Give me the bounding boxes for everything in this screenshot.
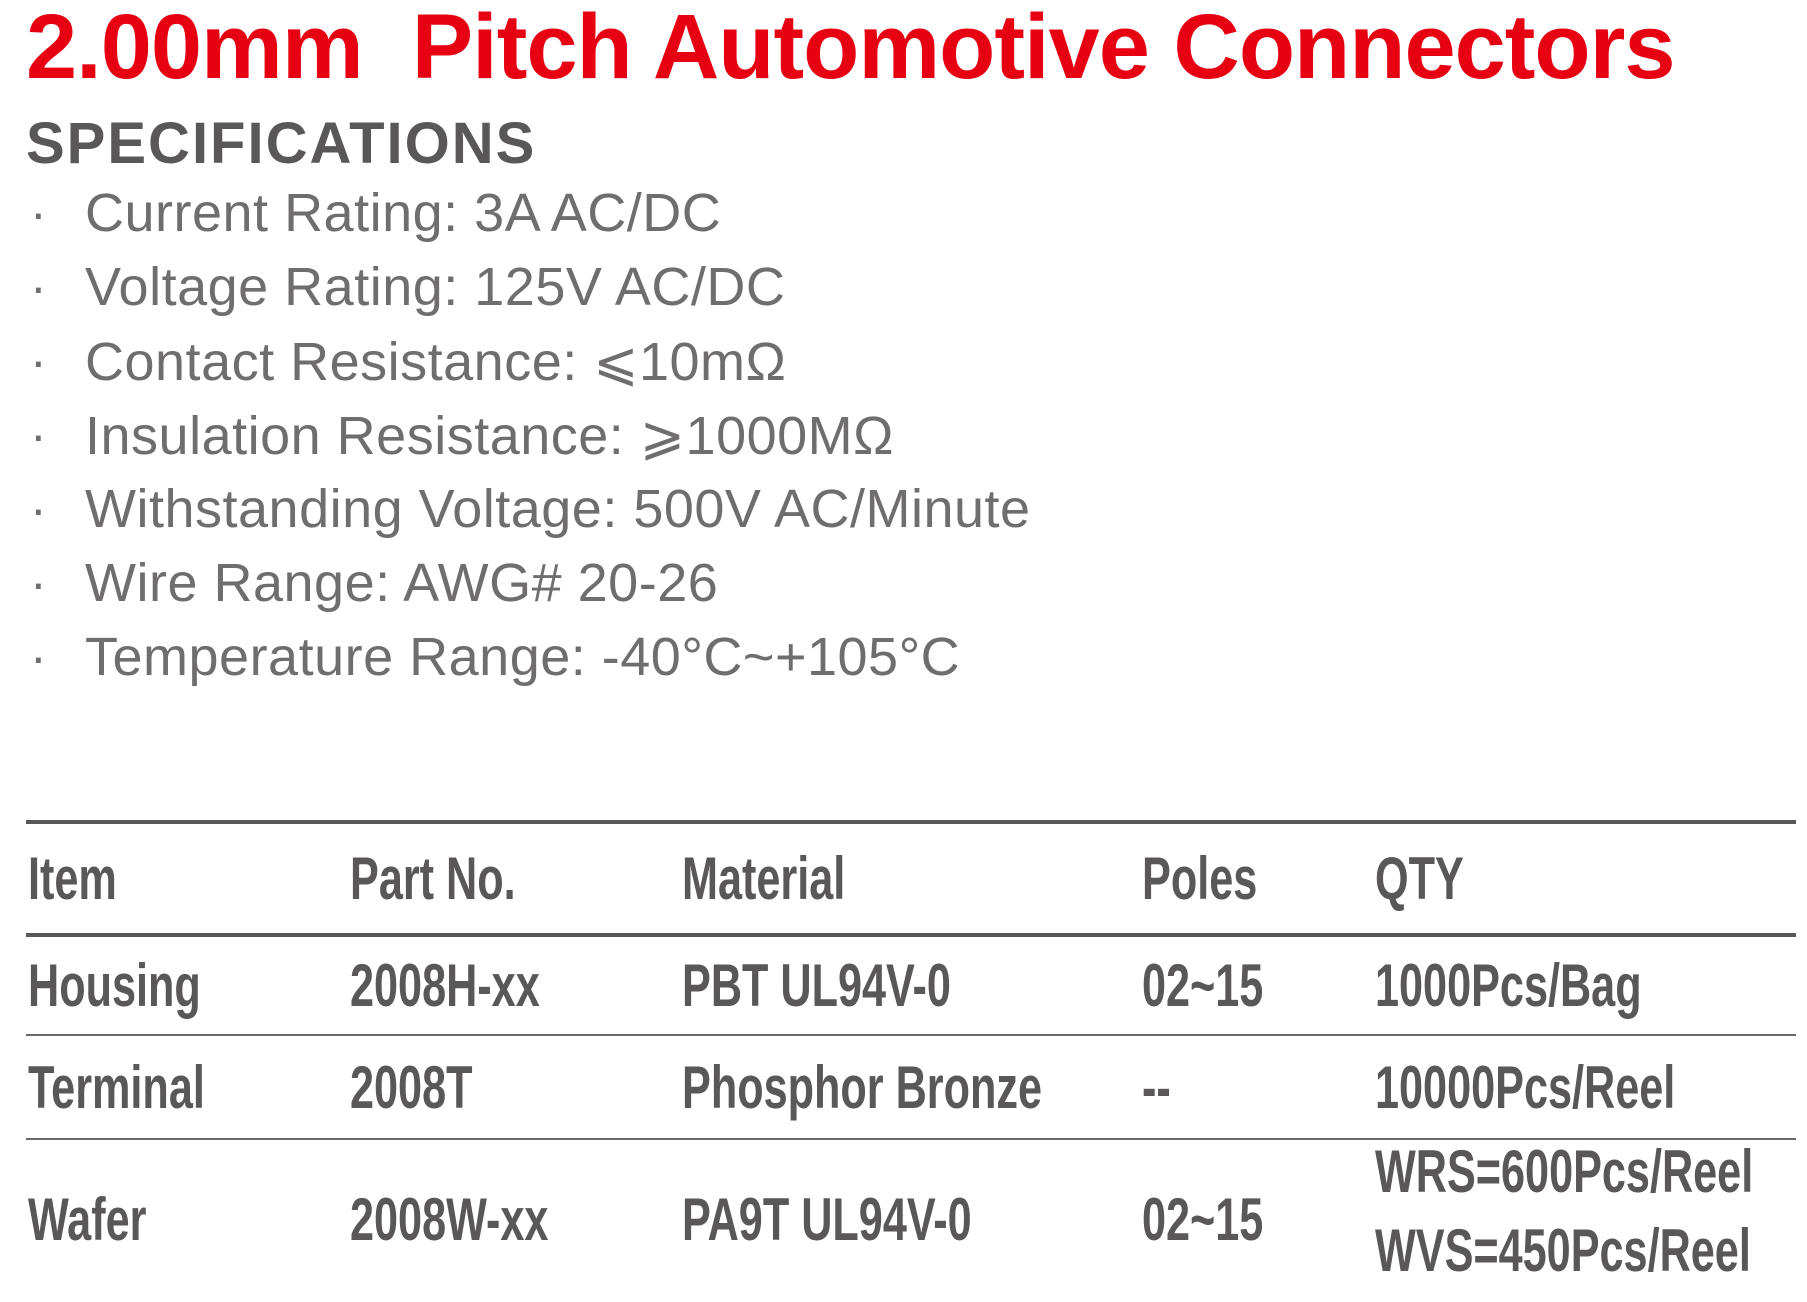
poles-value: -- xyxy=(1142,1053,1171,1121)
cell-material xyxy=(680,1185,1140,1254)
spec-text: Wire Range: AWG# 20-26 xyxy=(85,553,719,613)
spec-text: Insulation Resistance: ⩾1000MΩ xyxy=(85,405,895,466)
poles-value: 02~15 xyxy=(1142,1185,1264,1253)
cell-part-no xyxy=(348,1185,680,1254)
column-header-label: Part No. xyxy=(350,845,516,912)
cell-item xyxy=(26,1185,348,1254)
item-value: Terminal xyxy=(28,1053,205,1121)
table-row-housing xyxy=(26,937,1796,1036)
table-header-row xyxy=(26,824,1796,937)
column-header-label: QTY xyxy=(1375,845,1464,912)
table-row-wafer xyxy=(26,1140,1796,1290)
qty-value: 10000Pcs/Reel xyxy=(1375,1053,1676,1121)
bullet-dot: · xyxy=(30,407,47,463)
cell-part-no xyxy=(348,1053,680,1122)
bullet-dot: · xyxy=(30,185,47,241)
spec-item-insulation-resistance xyxy=(26,398,1426,472)
parts-table xyxy=(26,820,1796,1290)
cell-qty xyxy=(1373,951,1796,1020)
qty-value: WVS=450Pcs/Reel xyxy=(1375,1217,1751,1284)
spec-item-contact-resistance xyxy=(26,324,1426,398)
bullet-dot: · xyxy=(30,629,47,685)
spec-item-current-rating xyxy=(26,176,1426,250)
spec-item-withstanding-voltage xyxy=(26,472,1426,546)
spec-text: Voltage Rating: 125V AC/DC xyxy=(85,257,786,317)
spec-text: Current Rating: 3A AC/DC xyxy=(85,183,722,243)
spec-text: Contact Resistance: ⩽10mΩ xyxy=(85,331,787,392)
spec-item-temperature-range xyxy=(26,620,1426,694)
column-header-label: Item xyxy=(28,845,117,912)
part-no-value: 2008T xyxy=(350,1053,473,1121)
part-no-value: 2008W-xx xyxy=(350,1185,549,1253)
column-header-material xyxy=(680,844,1140,913)
item-value: Wafer xyxy=(28,1185,147,1253)
qty-value: WRS=600Pcs/Reel xyxy=(1375,1138,1754,1205)
column-header-poles xyxy=(1140,844,1373,913)
cell-qty xyxy=(1373,1140,1807,1298)
column-header-qty xyxy=(1373,844,1796,913)
bullet-dot: · xyxy=(30,259,47,315)
bullet-dot: · xyxy=(30,555,47,611)
qty-line-1 xyxy=(1375,1140,1807,1219)
spec-list xyxy=(26,176,1426,694)
specifications-heading: SPECIFICATIONS xyxy=(26,111,537,176)
cell-item xyxy=(26,951,348,1020)
spec-text: Temperature Range: -40°C~+105°C xyxy=(85,627,961,687)
bullet-dot: · xyxy=(30,481,47,537)
cell-poles xyxy=(1140,951,1373,1020)
cell-item xyxy=(26,1053,348,1122)
material-value: PBT UL94V-0 xyxy=(682,952,951,1019)
spec-item-voltage-rating xyxy=(26,250,1426,324)
part-no-value: 2008H-xx xyxy=(350,952,540,1019)
cell-material xyxy=(680,1053,1140,1122)
cell-poles xyxy=(1140,1053,1373,1122)
cell-part-no xyxy=(348,951,680,1020)
cell-qty xyxy=(1373,1053,1796,1122)
spec-item-wire-range xyxy=(26,546,1426,620)
column-header-item xyxy=(26,844,348,913)
cell-poles xyxy=(1140,1185,1373,1254)
page-title: 2.00mm Pitch Automotive Connectors xyxy=(26,0,1675,98)
poles-value: 02~15 xyxy=(1142,952,1264,1019)
item-value: Housing xyxy=(28,952,201,1019)
cell-material xyxy=(680,951,1140,1020)
material-value: PA9T UL94V-0 xyxy=(682,1185,972,1253)
material-value: Phosphor Bronze xyxy=(682,1053,1043,1121)
spec-text: Withstanding Voltage: 500V AC/Minute xyxy=(85,479,1031,539)
bullet-dot: · xyxy=(30,333,47,389)
column-header-label: Material xyxy=(682,845,846,912)
column-header-part-no xyxy=(348,844,680,913)
qty-value: 1000Pcs/Bag xyxy=(1375,952,1642,1019)
table-row-terminal xyxy=(26,1036,1796,1140)
qty-line-2 xyxy=(1375,1219,1807,1298)
column-header-label: Poles xyxy=(1142,845,1258,912)
